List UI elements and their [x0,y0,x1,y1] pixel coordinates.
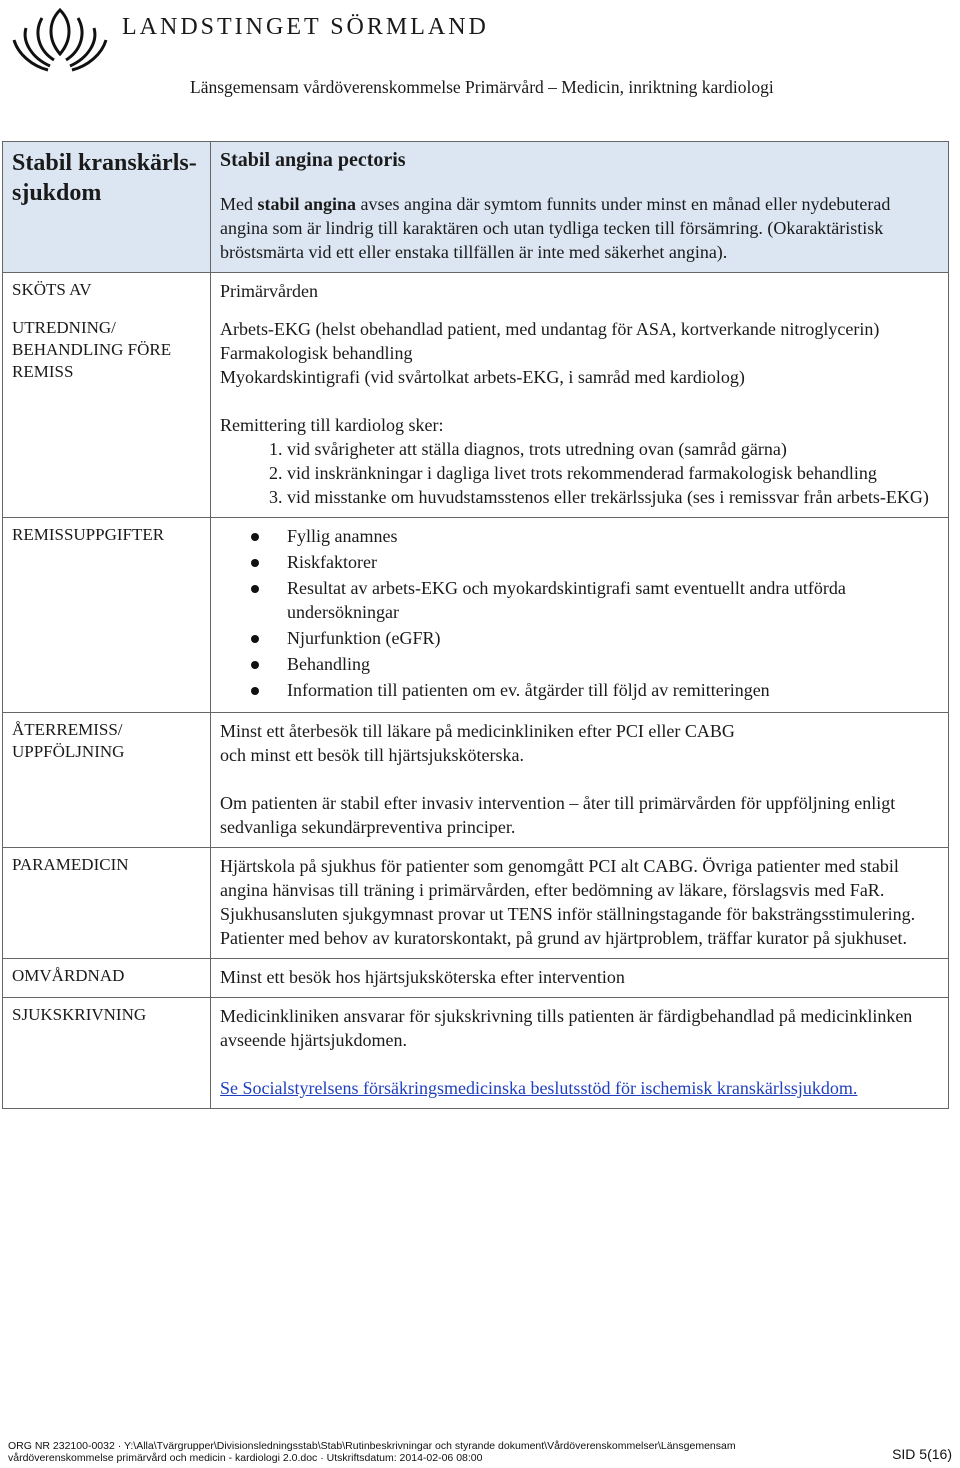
sjukskrivning-label [3,998,211,1109]
aterremiss-line: och minst ett besök till hjärtsjuksköterska. [220,745,524,765]
footer-text [8,1440,736,1464]
sjukskrivning-text: Medicinkliniken ansvarar för sjukskrivning tills patienten är färdigbehandlad på medicinklinken avseende hjärtsjukdomen. [220,1006,913,1050]
utredning-line: Myokardskintigrafi (vid svårtolkat arbets-EKG, i samråd med kardiolog) [220,367,745,387]
list-item: 1. vid svårigheter att ställa diagnos, trots utredning ovan (samråd gärna) [287,437,940,461]
page-number: SID 5(16) [892,1446,952,1462]
landstinget-logo [8,4,112,72]
skots-av-label [3,273,211,312]
remissuppgifter-label [3,518,211,713]
intro-text-bold: stabil angina [257,194,357,214]
intro-text-pre: Med [220,194,258,214]
bullet-icon [251,533,259,541]
omvardnad-content [211,959,949,998]
intro-row [3,142,949,273]
omvardnad-label-text: OMVÅRDNAD [12,966,125,985]
subsection-heading: Stabil angina pectoris [220,149,406,171]
list-item: Riskfaktorer [287,550,940,574]
remissuppgifter-row [3,518,949,713]
sjukskrivning-content [211,998,949,1109]
footer-line: ORG NR 232100-0032 · Y:\Alla\Tvärgrupper\Divisionsledningsstab\Stab\Rutinbeskrivningar och styrande dokument\Vårdöverenskommelser\Länsgemensam [8,1440,736,1452]
utredning-content [211,311,949,518]
paramedicin-text: Hjärtskola på sjukhus för patienter som genomgått PCI alt CABG. Övriga patienter med stabil angina hänvisas till träning i primärvården, efter bedömning av läkare, förslagsvis med FaR. Sjukhusansluten sjukgymnast provar ut TENS inför ställningstagande för baksträngsstimulering. [220,856,916,924]
remissuppgifter-content [211,518,949,713]
omvardnad-row [3,959,949,998]
remiss-criteria-list [220,437,940,509]
skots-av-row [3,273,949,312]
skots-av-label-text: SKÖTS AV [12,280,92,299]
utredning-label [3,311,211,518]
aterremiss-content [211,713,949,848]
paramedicin-label [3,848,211,959]
list-item: 3. vid misstanke om huvudstamsstenos eller trekärlssjuka (ses i remissvar från arbets-EKG) [287,485,940,509]
bullet-icon [251,635,259,643]
care-agreement-table [2,141,949,1109]
aterremiss-label [3,713,211,848]
list-item: Njurfunktion (eGFR) [287,626,940,650]
bullet-icon [251,559,259,567]
sjukskrivning-label-text: SJUKSKRIVNING [12,1005,147,1024]
footer-line: vårdöverenskommelse primärvård och medicin - kardiologi 2.0.doc · Utskriftsdatum: 2014-02-06 08:00 [8,1452,483,1464]
paramedicin-text: Patienter med behov av kuratorskontakt, på grund av hjärtproblem, träffar kurator på sjukhuset. [220,928,907,948]
organization-name: LANDSTINGET SÖRMLAND [122,14,489,40]
skots-av-content [211,273,949,312]
intro-content-cell [211,142,949,273]
bullet-icon [251,585,259,593]
skots-av-value: Primärvården [220,281,318,301]
omvardnad-text: Minst ett besök hos hjärtsjuksköterska efter intervention [220,967,625,987]
utredning-label-text: UTREDNING/ BEHANDLING FÖRE REMISS [12,318,172,381]
utredning-line: Farmakologisk behandling [220,343,413,363]
list-item: 2. vid inskränkningar i dagliga livet trots rekommenderad farmakologisk behandling [287,461,940,485]
intro-text [220,192,940,264]
paramedicin-label-text: PARAMEDICIN [12,855,129,874]
section-heading: Stabil kranskärls-sjukdom [12,150,197,206]
utredning-line: Arbets-EKG (helst obehandlad patient, med undantag för ASA, kortverkande nitroglycerin) [220,319,880,339]
bullet-icon [251,687,259,695]
remiss-intro: Remittering till kardiolog sker: [220,415,444,435]
list-item: Resultat av arbets-EKG och myokardskintigrafi samt eventuellt andra utförda undersökningar [287,576,940,624]
aterremiss-line: Minst ett återbesök till läkare på medicinkliniken efter PCI eller CABG [220,721,735,741]
list-item: Fyllig anamnes [287,524,940,548]
remissuppgifter-label-text: REMISSUPPGIFTER [12,525,165,544]
list-item: Behandling [287,652,940,676]
aterremiss-line: Om patienten är stabil efter invasiv intervention – åter till primärvården för uppföljning enligt sedvanliga sekundärpreventiva principer. [220,793,896,837]
intro-label-cell [3,142,211,273]
aterremiss-label-text: ÅTERREMISS/ UPPFÖLJNING [12,720,125,761]
document-title: Länsgemensam vårdöverenskommelse Primärvård – Medicin, inriktning kardiologi [190,77,774,97]
aterremiss-row [3,713,949,848]
omvardnad-label [3,959,211,998]
paramedicin-row [3,848,949,959]
bullet-icon [251,661,259,669]
utredning-row [3,311,949,518]
sjukskrivning-row [3,998,949,1109]
intro-text-post: avses angina där symtom funnits under minst en månad eller nydebuterad angina som är lindrig till karaktären och utan tydliga tecken till försämring. (Okaraktäristisk bröstsmärta vid ett eller enstaka tillfällen är inte med säkerhet angina). [220,194,891,262]
paramedicin-content [211,848,949,959]
list-item: Information till patienten om ev. åtgärder till följd av remitteringen [287,678,940,702]
socialstyrelsen-link[interactable]: Se Socialstyrelsens försäkringsmedicinska beslutsstöd för ischemisk kranskärlssjukdom. [220,1078,858,1098]
remissuppgifter-list [220,524,940,702]
